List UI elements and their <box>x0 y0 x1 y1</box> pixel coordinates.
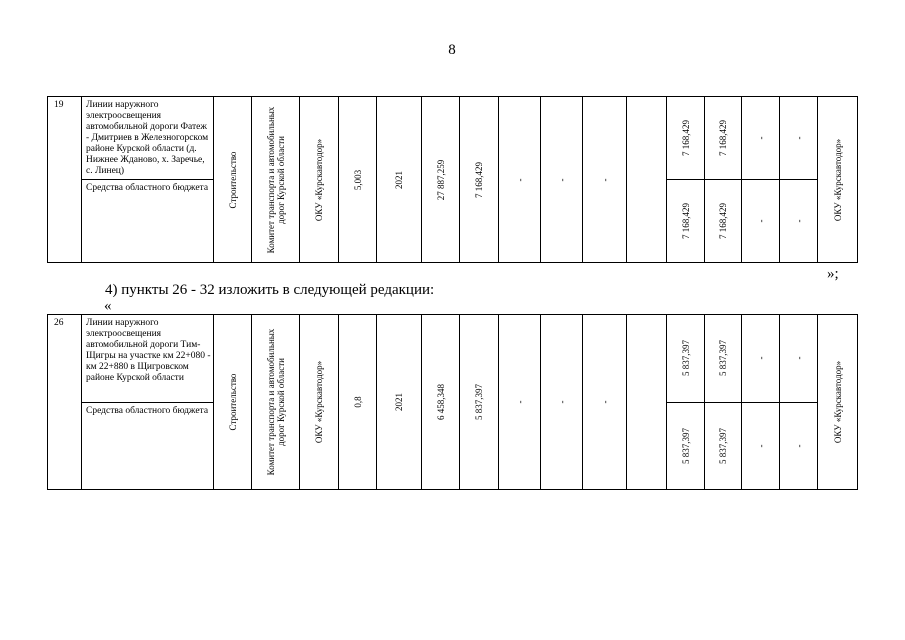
customer-cell <box>252 97 300 263</box>
funding-value: 5 837,397 <box>680 340 691 377</box>
row-number: 19 <box>48 97 82 263</box>
year: 2021 <box>394 170 404 189</box>
funding-cell <box>667 402 705 490</box>
funding-value: 5 837,397 <box>718 340 728 377</box>
funding-cell <box>705 315 742 403</box>
funding-cell <box>705 97 742 180</box>
capacity: 0,8 <box>352 396 363 408</box>
table-row-26 <box>47 314 858 490</box>
funding-cell <box>780 97 818 180</box>
funding-cell <box>742 315 780 403</box>
dash-cell <box>541 97 583 263</box>
funding-value: - <box>793 219 804 223</box>
operator: ОКУ «Курскавтодор» <box>832 360 843 444</box>
total-cell <box>460 315 499 490</box>
funding-cell <box>667 315 705 403</box>
page-number: 8 <box>448 42 456 58</box>
funding-value: - <box>793 136 804 140</box>
table-row-19 <box>47 96 858 263</box>
row-number: 26 <box>48 315 82 490</box>
operator-cell <box>818 97 858 263</box>
estimated-cost-cell <box>422 315 460 490</box>
funding-value: - <box>755 356 766 360</box>
funding-value: 5 837,397 <box>680 427 691 464</box>
work-type-cell <box>214 315 252 490</box>
operator: ОКУ «Курскавтодор» <box>832 138 843 221</box>
funding-cell <box>667 180 705 263</box>
dash-cell <box>583 315 627 490</box>
funding-value: - <box>793 444 804 448</box>
funding-cell <box>667 97 705 180</box>
funding-value: - <box>755 444 766 448</box>
funding-cell <box>780 315 818 403</box>
funding-value: - <box>755 219 766 223</box>
dash-value: - <box>556 178 567 181</box>
funding-value: 7 168,429 <box>718 203 728 239</box>
estimated-cost: 27 887,259 <box>435 159 446 200</box>
funding-cell <box>705 402 742 490</box>
work-type-cell <box>214 97 252 263</box>
developer: ОКУ «Курскавтодор» <box>314 138 324 221</box>
dash-value: - <box>599 400 610 404</box>
funding-cell <box>780 180 818 263</box>
work-type: Строительство <box>227 151 238 208</box>
work-type: Строительство <box>227 373 238 431</box>
dash-value: - <box>514 400 525 404</box>
funding-cell <box>742 180 780 263</box>
closing-quote: »; <box>827 266 839 282</box>
funding-value: - <box>755 136 766 140</box>
dash-cell <box>499 315 541 490</box>
opening-quote: « <box>104 298 112 314</box>
funding-cell <box>780 402 818 490</box>
total: 5 837,397 <box>474 384 484 420</box>
developer-cell <box>300 97 339 263</box>
funding-cell <box>742 97 780 180</box>
developer: ОКУ «Курскавтодор» <box>314 360 324 444</box>
year: 2021 <box>394 393 404 411</box>
customer: Комитет транспорта и автомобильных дорог Курской области <box>265 106 286 253</box>
funding-source: Средства областного бюджета <box>82 180 214 263</box>
object-name: Линии наружного электроосвещения автомобильной дороги Фатеж - Дмитриев в Железногорском районе Курской области (д. Нижнее Жданово, х. Заречье, с. Линец) <box>82 97 214 180</box>
customer-cell <box>252 315 300 490</box>
funding-value: 5 837,397 <box>718 427 728 464</box>
dash-value: - <box>514 178 525 181</box>
dash-cell <box>499 97 541 263</box>
dash-value: - <box>599 178 610 181</box>
funding-cell <box>705 180 742 263</box>
dash-cell <box>541 315 583 490</box>
capacity: 5,003 <box>352 169 363 190</box>
funding-value: 7 168,429 <box>680 203 691 239</box>
total-cell <box>460 97 499 263</box>
empty-cell <box>627 97 667 263</box>
operator-cell <box>818 315 858 490</box>
funding-cell <box>742 402 780 490</box>
funding-value: - <box>793 356 804 360</box>
year-cell <box>377 315 422 490</box>
instruction-text: 4) пункты 26 - 32 изложить в следующей редакции: <box>105 282 435 298</box>
dash-cell <box>583 97 627 263</box>
funding-value: 7 168,429 <box>718 120 728 156</box>
total: 7 168,429 <box>474 161 484 198</box>
estimated-cost-cell <box>422 97 460 263</box>
year-cell <box>377 97 422 263</box>
object-name: Линии наружного электроосвещения автомобильной дороги Тим-Щигры на участке км 22+080 - км 22+880 в Щигровском районе Курской области <box>82 315 214 403</box>
capacity-cell <box>339 97 377 263</box>
dash-value: - <box>556 400 567 404</box>
developer-cell <box>300 315 339 490</box>
capacity-cell <box>339 315 377 490</box>
estimated-cost: 6 458,348 <box>435 384 446 420</box>
funding-source: Средства областного бюджета <box>82 402 214 490</box>
funding-value: 7 168,429 <box>680 120 691 156</box>
empty-cell <box>627 315 667 490</box>
customer: Комитет транспорта и автомобильных дорог Курской области <box>265 328 286 476</box>
